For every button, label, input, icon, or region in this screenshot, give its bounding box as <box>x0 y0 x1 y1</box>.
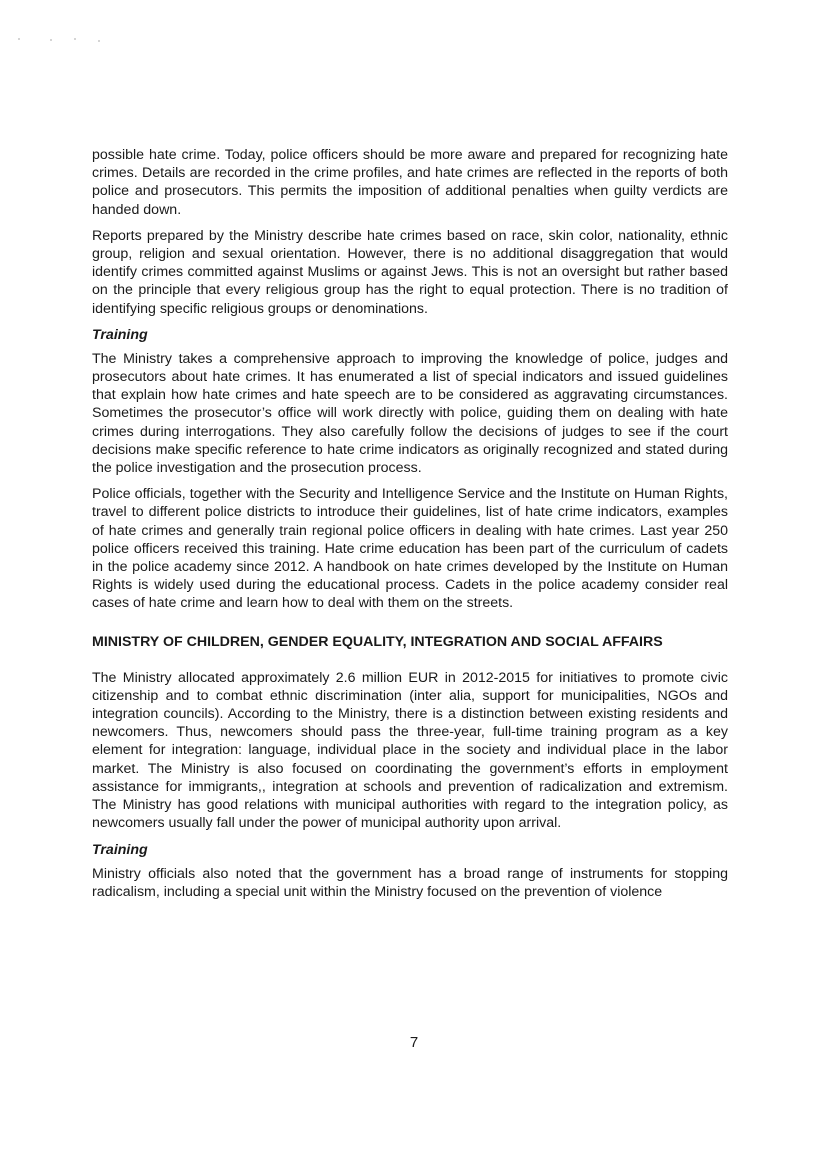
scan-artifact <box>12 38 102 44</box>
document-page <box>92 146 728 909</box>
paragraph: Police officials, together with the Security and Intelligence Service and the Institute on Human Rights, travel to different police districts to introduce their guidelines, list of hate crime indicators, examples of hate crimes and generally train regional police officers in dealing with hate crimes. Last year 250 police officers received this training. Hate crime education has been part of the curriculum of cadets in the police academy since 2012. A handbook on hate crimes developed by the Institute on Human Rights is widely used during the educational process. Cadets in the police academy consider real cases of hate crime and learn how to deal with them on the streets. <box>92 486 728 612</box>
paragraph: Reports prepared by the Ministry describe hate crimes based on race, skin color, nationality, ethnic group, religion and sexual orientation. However, there is no additional disaggregation that would identify crimes committed against Muslims or against Jews. This is not an oversight but rather based on the principle that every religious group has the right to equal protection. There is no tradition of identifying specific religious groups or denominations. <box>92 227 728 317</box>
subheading-training: Training <box>92 326 148 343</box>
subheading-training: Training <box>92 841 148 858</box>
page-number: 7 <box>409 1034 419 1051</box>
paragraph: Ministry officials also noted that the government has a broad range of instruments for stopping radicalism, including a special unit within the Ministry focused on the prevention of violence <box>92 865 728 900</box>
paragraph: possible hate crime. Today, police officers should be more aware and prepared for recognizing hate crimes. Details are recorded in the crime profiles, and hate crimes are reflected in the reports of both police and prosecutors. This permits the imposition of additional penalties when guilty verdicts are handed down. <box>92 147 728 218</box>
paragraph: The Ministry allocated approximately 2.6 million EUR in 2012-2015 for initiatives to promote civic citizenship and to combat ethnic discrimination (inter alia, support for municipalities, NGOs and integration councils). According to the Ministry, there is a distinction between existing residents and newcomers. Thus, newcomers should pass the three-year, full-time training program as a key element for integration: language, individual place in the society and individual place in the labor market. The Ministry is also focused on coordinating the government’s efforts in employment assistance for immigrants,, integration at schools and prevention of radicalization and extremism. The Ministry has good relations with municipal authorities with regard to the integration policy, as newcomers usually fall under the power of municipal authority upon arrival. <box>92 669 728 832</box>
paragraph: The Ministry takes a comprehensive approach to improving the knowledge of police, judges and prosecutors about hate crimes. It has enumerated a list of special indicators and issued guidelines that explain how hate crimes and hate speech are to be considered as aggravating circumstances. Sometimes the prosecutor’s office will work directly with police, guiding them on dealing with hate crimes during interrogations. They also carefully follow the decisions of judges to see if the court decisions make specific reference to hate crime indicators as originally recognized and stated during the police investigation and the prosecution process. <box>92 350 728 477</box>
section-heading: MINISTRY OF CHILDREN, GENDER EQUALITY, INTEGRATION AND SOCIAL AFFAIRS <box>92 633 663 650</box>
